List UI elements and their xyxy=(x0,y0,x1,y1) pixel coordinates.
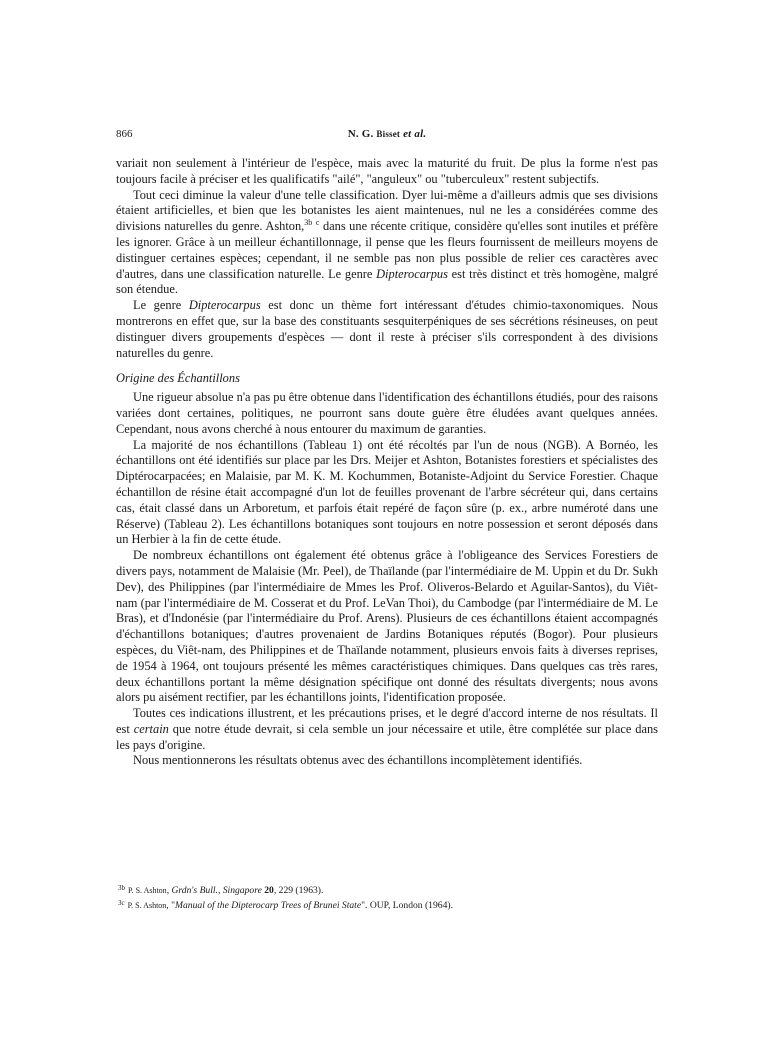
footnote-mark: 3c xyxy=(118,899,125,907)
footnote-mark: 3b xyxy=(118,884,125,892)
genus-name: Dipterocarpus xyxy=(188,298,261,313)
paragraph-4: Une rigueur absolue n'a pas pu être obtenue dans l'identification des échantillons étudiés, pour des raisons variées dont certaines, politiques, ne pourront sans doute guère être éludées avant quelques années. Cependant, nous avons cherché à nous entourer du maximum de garanties. xyxy=(116,390,658,436)
paragraph-2-part-c: est très distinct et très homogène, malgré son étendue. xyxy=(116,266,659,297)
footnote xyxy=(118,882,658,897)
paragraph-2-part-b: dans une récente critique, considère qu'elles sont inutiles et préfère les ignorer. Grâce à un meilleur échantillonnage, il pense que les fleurs fournissent de meilleurs moyens de distinguer certaines espèces; cependant, il ne semble pas non plus possible de relier ces caractères avec d'autres, dans une classification naturelle. Le genre xyxy=(116,219,658,281)
genus-name: Dipterocarpus xyxy=(376,266,448,281)
emphasis: certain xyxy=(133,721,169,736)
footnotes xyxy=(118,882,658,912)
author-initials: N. G. xyxy=(347,128,377,140)
footnote-rest: , 229 (1963). xyxy=(273,885,324,896)
footnote-author: P. S. Ashton xyxy=(128,886,167,895)
footnote-journal: Grdn's Bull., Singapore xyxy=(171,885,262,896)
body-text xyxy=(116,156,658,769)
footnote-title: Manual of the Dipterocarp Trees of Brunei State xyxy=(175,900,362,911)
citation-ref: 3b xyxy=(304,218,313,228)
footnote-rest: ". OUP, London (1964). xyxy=(361,900,453,911)
citation-ref-c: c xyxy=(315,218,320,228)
footnote-volume: 20 xyxy=(261,885,274,896)
author-surname: Bisset xyxy=(376,129,401,139)
footnote xyxy=(118,897,658,912)
section-heading: Origine des Échantillons xyxy=(116,371,240,386)
paragraph-3 xyxy=(116,298,658,361)
paragraph-3-part-a: Le genre xyxy=(133,298,189,313)
paragraph-7 xyxy=(116,706,658,753)
paragraph-2 xyxy=(116,188,658,299)
page-header xyxy=(116,128,658,144)
et-al: et al. xyxy=(403,128,427,140)
running-head xyxy=(116,128,658,140)
paragraph-7-part-a: Toutes ces indications illustrent, et les précautions prises, et le degré d'accord interne de nos résultats. Il est xyxy=(116,706,658,736)
page-number: 866 xyxy=(116,128,133,140)
paragraph-1: variait non seulement à l'intérieur de l'espèce, mais avec la maturité du fruit. De plus la forme n'est pas toujours facile à préciser et les qualificatifs "ailé", "anguleux" ou "tuberculeux" restent subjectifs. xyxy=(116,156,658,186)
footnote-author: P. S. Ashton xyxy=(127,901,167,910)
paragraph-3-part-b: est donc un thème fort intéressant d'études chimio-taxonomiques. Nous montrerons en effet que, sur la base des constituants sesquiterpéniques de ses sécrétions résineuses, on peut distinguer divers groupements d'espèces — dont il reste à préciser s'ils correspondent à des divisions naturelles du genre. xyxy=(116,298,659,360)
footnote-separator: , " xyxy=(166,900,176,911)
paragraph-6: De nombreux échantillons ont également été obtenus grâce à l'obligeance des Services Forestiers de divers pays, notamment de Malaisie (Mr. Peel), de Thaïlande (par l'intermédiaire de M. Uppin et du Dr. Sukh Dev), des Philippines (par l'intermédiaire de Mmes les Prof. Oliveros-Belardo et Aguilar-Santos), du Viêt-nam (par l'intermédiaire de M. Cosserat et du Prof. LeVan Thoi), du Cambodge (par l'intermédiaire de M. Le Bras), et d'Indonésie (par l'intermédiaire du Prof. Arens). Plusieurs de ces échantillons étaient accompagnés d'échantillons botaniques; d'autres provenaient de Jardins Botaniques réputés (Bogor). Pour plusieurs espèces, du Viêt-nam, des Philippines et de Thaïlande notamment, plusieurs envois faits à diverses reprises, de 1954 à 1964, ont toujours présenté les mêmes caractéristiques chimiques. Dans quelques cas très rares, deux échantillons portant la même désignation spécifique ont donné des résultats divergents; nous avons alors pu aisément rectifier, par les échantillons joints, l'identification proposée. xyxy=(116,548,658,705)
paragraph-2-part-a: Tout ceci diminue la valeur d'une telle classification. Dyer lui-même a d'ailleurs admis que ses divisions étaient artificielles, et bien que les botanistes les aient maintenues, nul ne les a considérées comme des divisions naturelles du genre. Ashton, xyxy=(116,187,658,234)
footnote-separator: , xyxy=(166,885,172,896)
paragraph-5: La majorité de nos échantillons (Tableau 1) ont été récoltés par l'un de nous (NGB). A Bornéo, les échantillons ont été identifiés sur place par les Drs. Meijer et Ashton, Botanistes forestiers et spécialistes des Diptérocarpacées; en Malaisie, par M. K. M. Kochummen, Botaniste-Adjoint du Service Forestier. Chaque échantillon de résine était accompagné d'un lot de feuilles provenant de l'arbre sécréteur qui, dans certains cas, était classé dans un Arboretum, et parfois était repéré de façon sûre (p. ex., arbre numéroté dans une Réserve) (Tableau 2). Les échantillons botaniques sont toujours en notre possession et seront déposés dans un Herbier à la fin de cette étude. xyxy=(116,437,658,547)
paragraph-8: Nous mentionnerons les résultats obtenus avec des échantillons incomplètement identifiés. xyxy=(133,753,583,768)
paragraph-7-part-b: que notre étude devrait, si cela semble un jour nécessaire et utile, être complétée sur place dans les pays d'origine. xyxy=(116,721,658,752)
